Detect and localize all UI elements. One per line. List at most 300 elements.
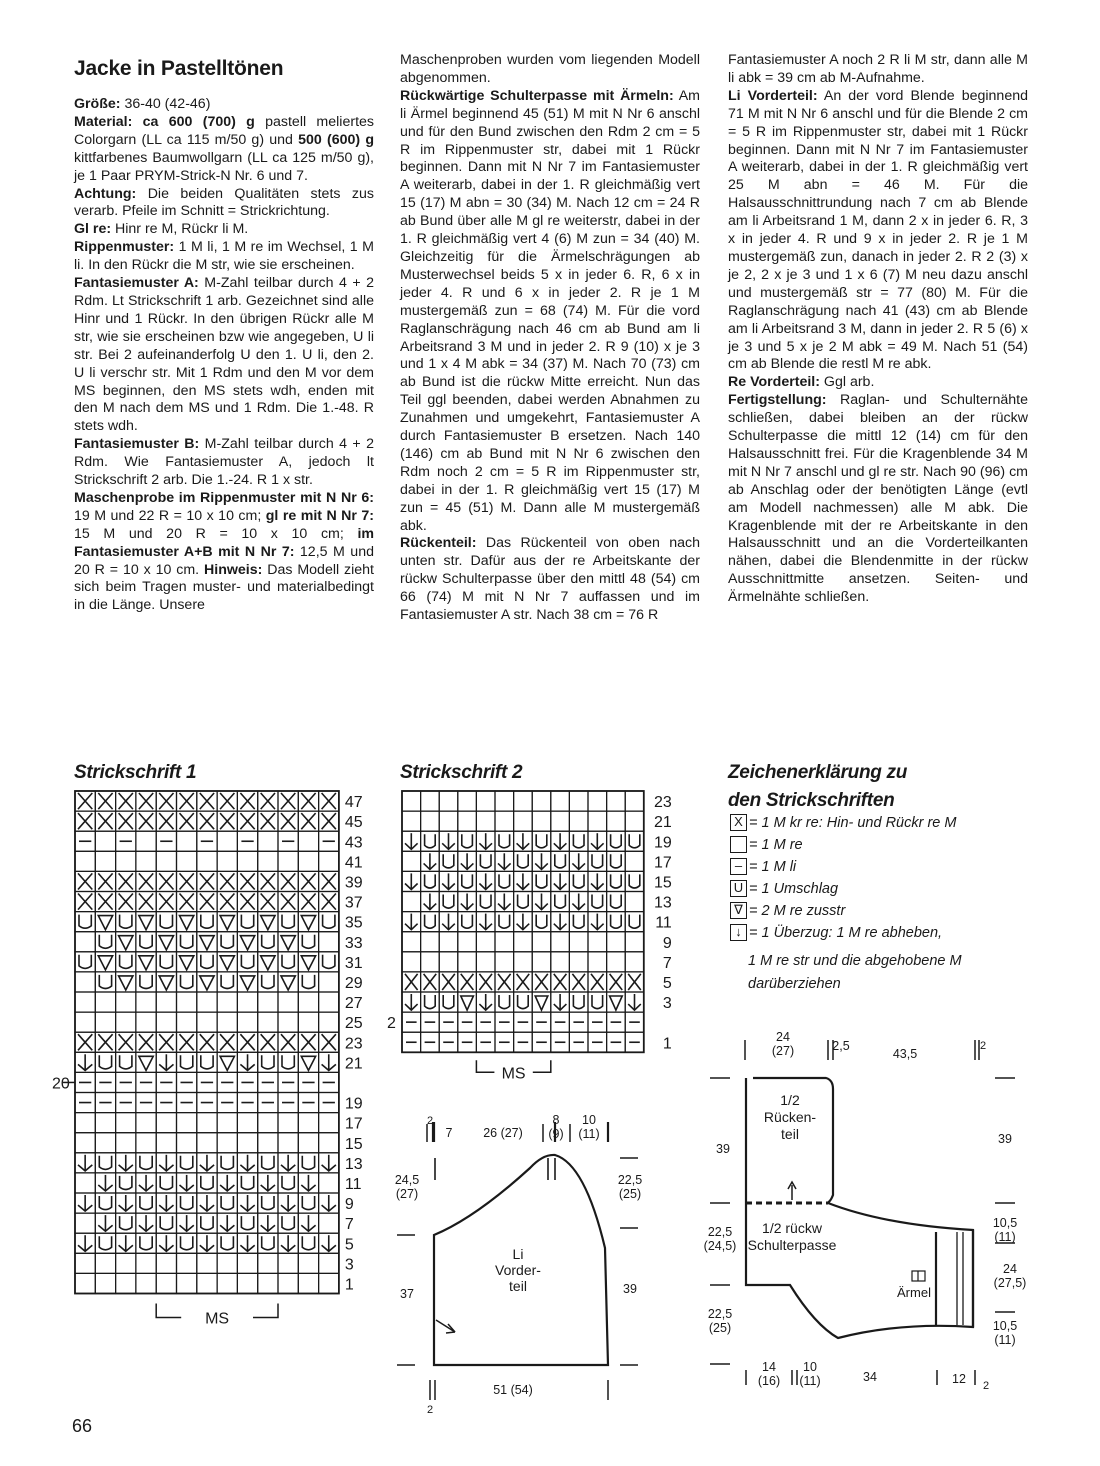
u-icon bbox=[592, 995, 603, 1009]
back-bottom-16: (16) bbox=[757, 1374, 781, 1388]
u-icon bbox=[201, 1055, 213, 1069]
triangle-2-icon bbox=[159, 976, 173, 990]
back-top-24: 24 bbox=[776, 1030, 790, 1044]
triangle-2-icon bbox=[220, 916, 234, 930]
triangle-2-icon bbox=[281, 976, 295, 990]
chart-cell bbox=[278, 1113, 298, 1133]
body-text: M-Zahl teilbar durch 4 + 2 Rdm. Lt Strickschrift 1 arb. Gezeichnet sind alle Hinr und 1 Rückr. In den übrigen Rückr alle M str, wie sie erscheinen bzw wie angegeben, U li str. Bei 2 aufeinanderfolg U den 1. U li, den 2. U li verschr str. Mit 1 Rdm und den M vor dem MS beginnen, den MS stets wdh, enden mit den M nach dem MS und 1 Rdm. Die 1.-48. R stets wdh. bbox=[74, 275, 374, 435]
u-icon bbox=[181, 1196, 193, 1210]
chart-cell bbox=[177, 1273, 197, 1293]
body-text: Hinr re M, Rückr li M. bbox=[111, 221, 249, 238]
back-left-39: 39 bbox=[716, 1142, 730, 1156]
chart-cell bbox=[177, 851, 197, 871]
chart-cell bbox=[298, 992, 318, 1012]
triangle-2-icon bbox=[261, 916, 275, 930]
chart-cell bbox=[156, 851, 176, 871]
chart-cell bbox=[136, 1133, 156, 1153]
u-icon bbox=[443, 895, 454, 909]
front-right-25: (25) bbox=[618, 1187, 642, 1201]
u-icon bbox=[282, 955, 294, 969]
u-icon bbox=[536, 834, 547, 848]
chart1-row-label: 19 bbox=[344, 1095, 363, 1113]
chart-cell bbox=[421, 952, 440, 972]
bold-label: Li Vorderteil: bbox=[728, 87, 818, 104]
triangle-2-icon bbox=[98, 956, 112, 970]
chart-cell bbox=[258, 831, 278, 851]
triangle-2-icon bbox=[139, 916, 153, 930]
chart-cell bbox=[476, 952, 495, 972]
chart-cell bbox=[258, 1133, 278, 1153]
back-bottom-10: 10 bbox=[803, 1360, 817, 1374]
front-top-10: 10 bbox=[582, 1113, 596, 1127]
chart-cell bbox=[458, 952, 477, 972]
chart-cell bbox=[75, 1173, 95, 1193]
legend-item bbox=[730, 814, 956, 831]
u-icon bbox=[99, 975, 111, 989]
back-right-11b: (11) bbox=[994, 1333, 1016, 1347]
arrow-down-icon: ↓ bbox=[730, 924, 747, 941]
body-text: Die beiden Qualitäten stets zus verarb. Pfeile im Schnitt = Strickrichtung. bbox=[74, 185, 374, 220]
chart2-row-label: 11 bbox=[655, 914, 672, 932]
triangle-2-icon bbox=[240, 976, 254, 990]
chart-cell bbox=[607, 791, 626, 811]
chart-cell bbox=[495, 791, 514, 811]
chart-cell bbox=[569, 932, 588, 952]
chart-cell bbox=[298, 1113, 318, 1133]
chart1-row-label: 3 bbox=[344, 1256, 354, 1274]
chart1-row-label: 23 bbox=[344, 1035, 363, 1053]
chart2-row-label: 7 bbox=[662, 954, 672, 972]
chart-cell bbox=[136, 1253, 156, 1273]
chart-cell bbox=[569, 791, 588, 811]
chart-cell bbox=[514, 952, 533, 972]
u-icon bbox=[282, 915, 294, 929]
back-right-11a: (11) bbox=[994, 1230, 1016, 1244]
u-icon bbox=[160, 1216, 172, 1230]
u-icon bbox=[555, 895, 566, 909]
legend-text: = 1 M re bbox=[749, 836, 803, 853]
back-right-10-5b: 10,5 bbox=[992, 1319, 1018, 1333]
chart-cell bbox=[237, 992, 257, 1012]
chart1-grid bbox=[75, 791, 339, 1294]
chart-cell bbox=[197, 1273, 217, 1293]
knitting-chart-2 bbox=[380, 785, 700, 1095]
chart-cell bbox=[258, 992, 278, 1012]
chart-cell bbox=[116, 1133, 136, 1153]
back-label-1: 1/2 bbox=[780, 1092, 800, 1108]
u-icon bbox=[120, 1216, 132, 1230]
yoke-label-2: Schulterpasse bbox=[747, 1237, 837, 1253]
chart-cell bbox=[532, 811, 551, 831]
chart-cell bbox=[625, 932, 644, 952]
chart-cell bbox=[237, 1133, 257, 1153]
chart-cell bbox=[551, 811, 570, 831]
u-icon bbox=[140, 975, 152, 989]
chart-cell bbox=[278, 1012, 298, 1032]
u-icon bbox=[221, 1156, 233, 1170]
chart-cell bbox=[458, 791, 477, 811]
col2-paragraph bbox=[400, 88, 700, 536]
chart1-row-label: 27 bbox=[344, 995, 363, 1013]
u-icon bbox=[282, 1055, 294, 1069]
chart1-row-label: 37 bbox=[344, 894, 363, 912]
chart1-row-label: 1 bbox=[344, 1276, 354, 1294]
u-icon bbox=[480, 895, 491, 909]
u-icon bbox=[573, 995, 584, 1009]
u-icon bbox=[611, 915, 622, 929]
u-icon bbox=[262, 1236, 274, 1250]
u-icon bbox=[499, 874, 510, 888]
chart-cell bbox=[217, 1113, 237, 1133]
u-icon bbox=[302, 935, 314, 949]
triangle-2-icon bbox=[301, 916, 315, 930]
u-icon bbox=[462, 874, 473, 888]
triangle-2-icon bbox=[610, 996, 623, 1010]
u-icon bbox=[262, 1156, 274, 1170]
chart1-row-label: 7 bbox=[344, 1216, 354, 1234]
u-icon bbox=[302, 1236, 314, 1250]
triangle-2-icon bbox=[180, 956, 194, 970]
chart-cell bbox=[319, 972, 339, 992]
chart-cell bbox=[136, 1273, 156, 1293]
chart-cell bbox=[95, 1273, 115, 1293]
chart-cell bbox=[402, 851, 421, 871]
col1-paragraphs bbox=[74, 96, 374, 615]
u-icon bbox=[262, 935, 274, 949]
chart1-row-label: 35 bbox=[344, 914, 363, 932]
chart-cell bbox=[177, 831, 197, 851]
chart-cell bbox=[75, 1133, 95, 1153]
back-right-39: 39 bbox=[998, 1132, 1012, 1146]
back-left-25: (25) bbox=[708, 1321, 732, 1335]
chart-cell bbox=[258, 1113, 278, 1133]
text-column-1 bbox=[74, 52, 374, 615]
col1-paragraph bbox=[74, 490, 374, 615]
triangle-2-icon bbox=[119, 976, 133, 990]
back-top-27: (27) bbox=[771, 1044, 795, 1058]
chart-cell bbox=[319, 1253, 339, 1273]
u-icon bbox=[79, 915, 91, 929]
u-icon bbox=[140, 1236, 152, 1250]
bold-label: Rippenmuster: bbox=[74, 239, 175, 256]
back-right-10-5a: 10,5 bbox=[992, 1216, 1018, 1230]
u-icon bbox=[201, 955, 213, 969]
front-left-27: (27) bbox=[395, 1187, 419, 1201]
chart-cell bbox=[237, 851, 257, 871]
chart-cell bbox=[197, 1133, 217, 1153]
body-text: An der vord Blende beginnend 71 M mit N Nr 6 anschl und für die Blende 2 cm = 5 R im Rippenmuster str, dabei mit 1 Rückr beginnen. Dann mit N Nr 7 im Fantasiemuster A weiterarb, dabei in der 1. R gleichmäßig vert 25 M abn = 46 M. Für die Halsausschnittrundung nach 7 cm ab Blende am li Arbeitsrand 1 M, dann 2 x in jeder 6. R, 3 x in jeder 4. R und 9 x in jeder 2. R je 1 M mustergemäß zun, danach in jeder 2. R 2 (3) x je 2, 2 x je 3 und 1 x 6 (7) M neu dazu anschl und mustergemäß str = 77 (80) M. Für die Raglanschrägung nach 41 (43) cm ab Blende am li Arbeitsrand 3 M, dann in jeder 2. R 5 (6) x je 3 und 5 x je 2 M abk = 49 M. Nach 51 (54) cm ab Blende die restl M re abk. bbox=[728, 87, 1028, 373]
triangle-2-icon bbox=[240, 936, 254, 950]
u-icon bbox=[99, 1236, 111, 1250]
chart-cell bbox=[514, 932, 533, 952]
chart-cell bbox=[75, 1253, 95, 1273]
u-icon bbox=[201, 915, 213, 929]
chart-cell bbox=[156, 1133, 176, 1153]
u-icon bbox=[140, 1196, 152, 1210]
u-icon bbox=[241, 1176, 253, 1190]
u-icon bbox=[160, 915, 172, 929]
chart1-row-label: 11 bbox=[344, 1175, 362, 1193]
u-icon bbox=[120, 1176, 132, 1190]
chart-cell bbox=[75, 932, 95, 952]
chart-cell bbox=[136, 1012, 156, 1032]
chart-cell bbox=[569, 811, 588, 831]
chart1-ms-label: MS bbox=[205, 1310, 230, 1328]
u-icon bbox=[443, 995, 454, 1009]
chart1-row-label: 9 bbox=[344, 1196, 354, 1214]
col1-paragraph bbox=[74, 114, 374, 186]
chart-cell bbox=[116, 851, 136, 871]
triangle-2-icon bbox=[220, 1056, 234, 1070]
chart-cell bbox=[421, 932, 440, 952]
front-top-7: 7 bbox=[445, 1126, 453, 1140]
chart1-row-label: 25 bbox=[344, 1015, 363, 1033]
chart2-row-label: 19 bbox=[654, 834, 672, 852]
chart-cell bbox=[298, 1012, 318, 1032]
chart-cell bbox=[532, 952, 551, 972]
u-icon bbox=[241, 1216, 253, 1230]
legend-item bbox=[730, 836, 803, 853]
legend-text: = 1 Überzug: 1 M re abheben, bbox=[749, 924, 943, 941]
chart-cell bbox=[136, 992, 156, 1012]
u-icon bbox=[592, 854, 603, 868]
chart-cell bbox=[588, 811, 607, 831]
body-text: M-Zahl teilbar durch 4 + 2 Rdm. Wie Fantasiemuster A, jedoch lt Strickschrift 2 arb. Die 1.-24. R 1 x str. bbox=[74, 436, 374, 489]
body-text: pastell meliertes Colorgarn (LL ca 115 m/50 g) und bbox=[74, 113, 374, 148]
chart1-row-label: 41 bbox=[344, 854, 363, 872]
chart-cell bbox=[607, 811, 626, 831]
u-icon bbox=[160, 955, 172, 969]
u-icon bbox=[221, 1196, 233, 1210]
chart-cell bbox=[237, 1273, 257, 1293]
u-icon bbox=[120, 955, 132, 969]
chart-cell bbox=[625, 791, 644, 811]
chart-cell bbox=[319, 1113, 339, 1133]
legend-text: = 1 M kr re: Hin- und Rückr re M bbox=[749, 814, 957, 831]
legend-cont-2: darüberziehen bbox=[748, 976, 841, 992]
front-top-2: 2 bbox=[426, 1115, 434, 1127]
chart-cell bbox=[319, 851, 339, 871]
col3-paragraph bbox=[728, 88, 1028, 375]
u-icon bbox=[425, 915, 436, 929]
u-icon bbox=[629, 834, 640, 848]
chart-cell bbox=[298, 1133, 318, 1153]
u-icon bbox=[181, 1236, 193, 1250]
body-text: Ggl arb. bbox=[819, 374, 875, 391]
chart-cell bbox=[476, 791, 495, 811]
chart-cell bbox=[458, 932, 477, 952]
u-icon bbox=[611, 874, 622, 888]
col2-paragraph bbox=[400, 52, 700, 88]
chart-cell bbox=[197, 1113, 217, 1133]
bold-label: im Fantasiemuster A+B mit N Nr 7: bbox=[74, 525, 374, 560]
chart-cell bbox=[495, 952, 514, 972]
front-left-24-5: 24,5 bbox=[394, 1173, 420, 1187]
chart2-side-label: 2 bbox=[387, 1015, 396, 1033]
chart1-row-label: 33 bbox=[344, 934, 363, 952]
bold-label: Rückwärtige Schulterpasse mit Ärmeln: bbox=[400, 87, 674, 104]
front-panel-schema bbox=[380, 1100, 660, 1420]
chart-cell bbox=[217, 1273, 237, 1293]
triangle-2-icon bbox=[220, 956, 234, 970]
u-icon bbox=[99, 1156, 111, 1170]
bold-label: 500 (600) g bbox=[298, 131, 374, 148]
chart-cell bbox=[156, 1273, 176, 1293]
page-number: 66 bbox=[72, 1416, 93, 1436]
chart-cell bbox=[258, 1273, 278, 1293]
chart2-row-label: 17 bbox=[654, 854, 672, 872]
chart-cell bbox=[258, 851, 278, 871]
u-icon bbox=[79, 955, 91, 969]
triangle-2-icon bbox=[200, 976, 214, 990]
u-icon bbox=[536, 874, 547, 888]
chart1-side-label: 20 bbox=[52, 1075, 70, 1093]
chart-cell bbox=[75, 992, 95, 1012]
chart-cell bbox=[532, 932, 551, 952]
u-icon bbox=[518, 995, 529, 1009]
u-icon bbox=[611, 854, 622, 868]
chart-cell bbox=[319, 992, 339, 1012]
chart-cell bbox=[197, 992, 217, 1012]
chart2-grid bbox=[402, 791, 644, 1052]
chart1-row-label: 29 bbox=[344, 974, 363, 992]
chart1-row-label: 39 bbox=[344, 874, 363, 892]
bold-label: Rückenteil: bbox=[400, 535, 477, 552]
u-icon bbox=[241, 915, 253, 929]
chart2-row-label: 15 bbox=[654, 874, 672, 892]
chart-cell bbox=[217, 851, 237, 871]
chart-cell bbox=[156, 1113, 176, 1133]
triangle-2-icon bbox=[281, 936, 295, 950]
chart1-title: Strickschrift 1 bbox=[74, 762, 197, 783]
chart-cell bbox=[237, 1012, 257, 1032]
chart-cell bbox=[625, 952, 644, 972]
u-icon bbox=[181, 935, 193, 949]
triangle-2-icon: ∇ bbox=[730, 902, 747, 919]
triangle-2-icon bbox=[200, 936, 214, 950]
chart-cell bbox=[402, 892, 421, 912]
body-text: 15 M und 20 R = 10 x 10 cm; bbox=[74, 525, 358, 542]
chart-cell bbox=[278, 1133, 298, 1153]
front-center-3: teil bbox=[509, 1278, 527, 1294]
u-icon bbox=[140, 1156, 152, 1170]
front-right-39: 39 bbox=[623, 1282, 637, 1296]
u-icon bbox=[302, 975, 314, 989]
u-icon bbox=[221, 935, 233, 949]
triangle-2-icon bbox=[301, 956, 315, 970]
chart-cell bbox=[421, 791, 440, 811]
bold-label: Fantasiemuster B: bbox=[74, 436, 200, 453]
chart-cell bbox=[217, 1133, 237, 1153]
back-label-3: teil bbox=[781, 1126, 799, 1142]
triangle-2-icon bbox=[119, 936, 133, 950]
chart-cell bbox=[177, 1133, 197, 1153]
chart-cell bbox=[116, 1253, 136, 1273]
chart2-row-label: 13 bbox=[654, 894, 672, 912]
chart-cell bbox=[278, 992, 298, 1012]
col3-paragraphs bbox=[728, 52, 1028, 607]
back-top-43-5: 43,5 bbox=[892, 1047, 918, 1061]
chart2-row-label: 1 bbox=[662, 1035, 672, 1053]
chart-cell bbox=[197, 851, 217, 871]
back-bottom-12: 12 bbox=[952, 1372, 966, 1386]
u-icon bbox=[629, 874, 640, 888]
back-bottom-14: 14 bbox=[762, 1360, 776, 1374]
chart-cell bbox=[278, 1253, 298, 1273]
chart-cell bbox=[116, 1113, 136, 1133]
col3-paragraph bbox=[728, 52, 1028, 88]
chart1-row-label: 15 bbox=[344, 1135, 363, 1153]
chart-cell bbox=[569, 952, 588, 972]
chart-cell bbox=[75, 1012, 95, 1032]
chart-cell bbox=[75, 1113, 95, 1133]
chart-cell bbox=[319, 1273, 339, 1293]
chart-cell bbox=[319, 1213, 339, 1233]
chart1-row-label: 31 bbox=[344, 954, 363, 972]
legend-text: = 1 M li bbox=[749, 858, 797, 875]
bold-label: Fertigstellung: bbox=[728, 392, 827, 409]
back-left-24-5: (24,5) bbox=[703, 1239, 737, 1253]
back-bottom-34: 34 bbox=[863, 1370, 877, 1384]
triangle-2-icon bbox=[461, 996, 474, 1010]
bold-label: Hinweis: bbox=[204, 561, 263, 578]
chart-cell bbox=[217, 1253, 237, 1273]
u-icon bbox=[480, 854, 491, 868]
chart1-row-label: 17 bbox=[344, 1115, 363, 1133]
col3-paragraph bbox=[728, 392, 1028, 607]
chart-cell bbox=[402, 791, 421, 811]
chart-cell bbox=[319, 1173, 339, 1193]
chart-cell bbox=[439, 811, 458, 831]
body-text: 19 M und 22 R = 10 x 10 cm; bbox=[74, 507, 266, 524]
chart2-ms-label: MS bbox=[501, 1065, 526, 1083]
col1-paragraph bbox=[74, 275, 374, 436]
u-icon bbox=[425, 834, 436, 848]
chart-cell bbox=[298, 1253, 318, 1273]
x-cross-icon: X bbox=[730, 814, 747, 831]
u-icon bbox=[499, 834, 510, 848]
sleeve-label: Ärmel bbox=[897, 1285, 931, 1300]
back-bottom-2: 2 bbox=[982, 1380, 990, 1392]
chart-cell bbox=[258, 1012, 278, 1032]
chart-cell bbox=[156, 1253, 176, 1273]
u-icon bbox=[99, 935, 111, 949]
chart-cell bbox=[95, 992, 115, 1012]
front-right-22-5: 22,5 bbox=[617, 1173, 643, 1187]
chart-cell bbox=[402, 811, 421, 831]
u-icon bbox=[425, 874, 436, 888]
u-icon bbox=[262, 1055, 274, 1069]
triangle-2-icon bbox=[139, 1056, 153, 1070]
chart-cell bbox=[625, 851, 644, 871]
u-icon: U bbox=[730, 880, 747, 897]
legend-item bbox=[730, 880, 838, 897]
chart-cell bbox=[75, 851, 95, 871]
u-icon bbox=[302, 1156, 314, 1170]
chart-cell bbox=[532, 791, 551, 811]
legend-item bbox=[730, 858, 796, 875]
bold-label: Re Vorderteil: bbox=[728, 374, 820, 391]
u-icon bbox=[221, 975, 233, 989]
chart-cell bbox=[197, 1253, 217, 1273]
legend-item bbox=[730, 924, 942, 941]
chart-cell bbox=[476, 811, 495, 831]
u-icon bbox=[140, 935, 152, 949]
col2-paragraphs bbox=[400, 52, 700, 625]
u-icon bbox=[201, 1176, 213, 1190]
front-left-37: 37 bbox=[400, 1287, 414, 1301]
chart-cell bbox=[319, 1133, 339, 1153]
